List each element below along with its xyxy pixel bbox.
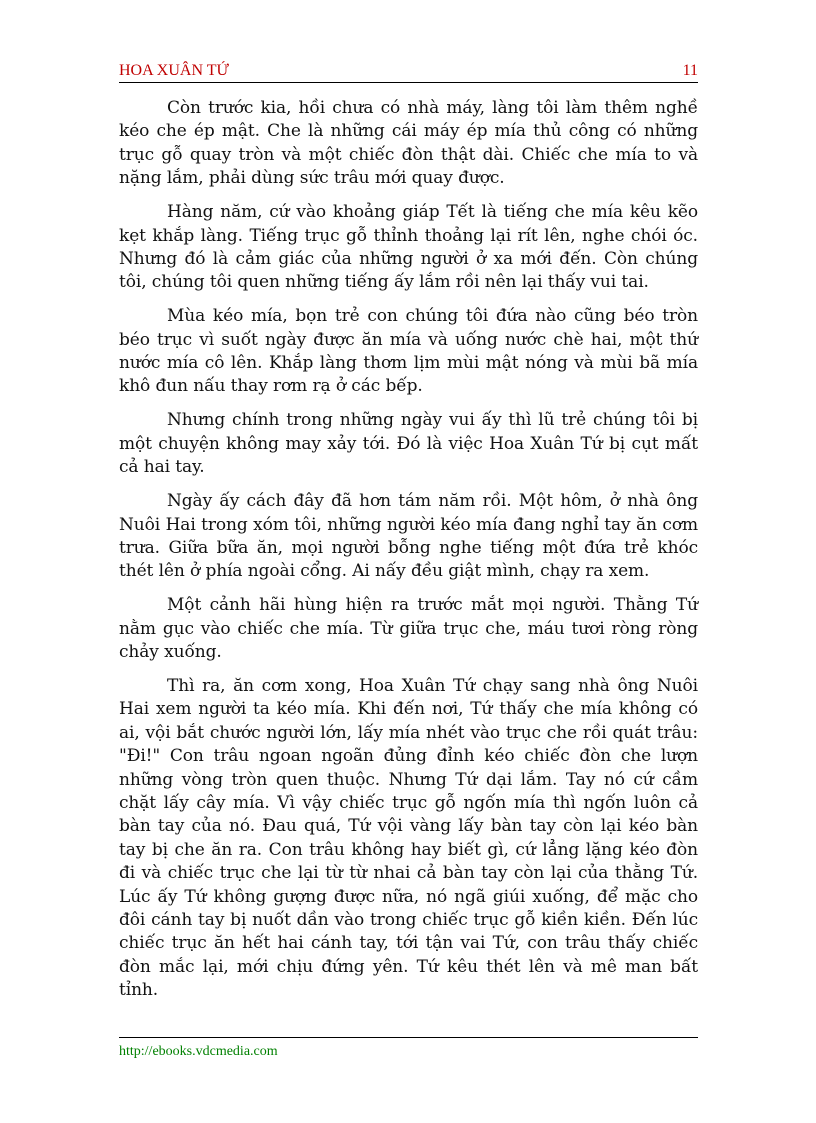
paragraph: Nhưng chính trong những ngày vui ấy thì lũ trẻ chúng tôi bị một chuyện không may xảy tới. Đó là việc Hoa Xuân Tứ bị cụt mất cả hai tay.	[119, 410, 698, 478]
paragraph: Thì ra, ăn cơm xong, Hoa Xuân Tứ chạy sang nhà ông Nuôi Hai xem người ta kéo mía. Khi đến nơi, Tứ thấy che mía không có ai, vội bắt chước người lớn, lấy mía nhét vào trục che rồi quát trâu: "Đi!" Con trâu ngoan ngoãn đủng đỉnh kéo chiếc đòn che lượn những vòng tròn quen thuộc. Nhưng Tứ dại lắm. Tay nó cứ cầm chặt lấy cây mía. Vì vậy chiếc trục gỗ ngốn mía thì ngốn luôn cả bàn tay của nó. Đau quá, Tứ vội vàng lấy bàn tay còn lại kéo bàn tay bị che ăn ra. Con trâu không hay biết gì, cứ lẳng lặng kéo đòn đi và chiếc trục che lại từ từ nhai cả bàn tay còn lại của thằng Tứ. Lúc ấy Tứ không gượng được nữa, nó ngã giúi xuống, để mặc cho đôi cánh tay bị nuốt dần vào trong chiếc trục gỗ kiền kiền. Đến lúc chiếc trục ăn hết hai cánh tay, tới tận vai Tứ, con trâu thấy chiếc đòn mắc lại, mới chịu đứng yên. Tứ kêu thét lên và mê man bất tỉnh.	[119, 675, 698, 1001]
page-header	[119, 60, 698, 83]
running-title: HOA XUÂN TỨ	[119, 62, 229, 79]
paragraph: Còn trước kia, hồi chưa có nhà máy, làng tôi làm thêm nghề kéo che ép mật. Che là những cái máy ép mía thủ công có những trục gỗ quay tròn và một chiếc đòn thật dài. Chiếc che mía to và nặng lắm, phải dùng sức trâu mới quay được.	[119, 98, 698, 189]
paragraph: Hàng năm, cứ vào khoảng giáp Tết là tiếng che mía kêu kẽo kẹt khắp làng. Tiếng trục gỗ thỉnh thoảng lại rít lên, nghe chói óc. Nhưng đó là cảm giác của những người ở xa mới đến. Còn chúng tôi, chúng tôi quen những tiếng ấy lắm rồi nên lại thấy vui tai.	[119, 202, 698, 293]
footer-link[interactable]: http://ebooks.vdcmedia.com	[119, 1044, 278, 1059]
page-footer	[119, 1037, 698, 1059]
page-number: 11	[682, 62, 698, 79]
paragraph: Ngày ấy cách đây đã hơn tám năm rồi. Một hôm, ở nhà ông Nuôi Hai trong xóm tôi, những người kéo mía đang nghỉ tay ăn cơm trưa. Giữa bữa ăn, mọi người bỗng nghe tiếng một đứa trẻ khóc thét lên ở phía ngoài cổng. Ai nấy đều giật mình, chạy ra xem.	[119, 491, 698, 582]
body-text	[119, 97, 698, 1013]
paragraph: Một cảnh hãi hùng hiện ra trước mắt mọi người. Thằng Tứ nằm gục vào chiếc che mía. Từ giữa trục che, máu tươi ròng ròng chảy xuống.	[119, 595, 698, 663]
paragraph: Mùa kéo mía, bọn trẻ con chúng tôi đứa nào cũng béo tròn béo trục vì suốt ngày được ăn mía và uống nước chè hai, một thứ nước mía cô lên. Khắp làng thơm lịm mùi mật nóng và mùi bã mía khô đun nấu thay rơm rạ ở các bếp.	[119, 306, 698, 397]
